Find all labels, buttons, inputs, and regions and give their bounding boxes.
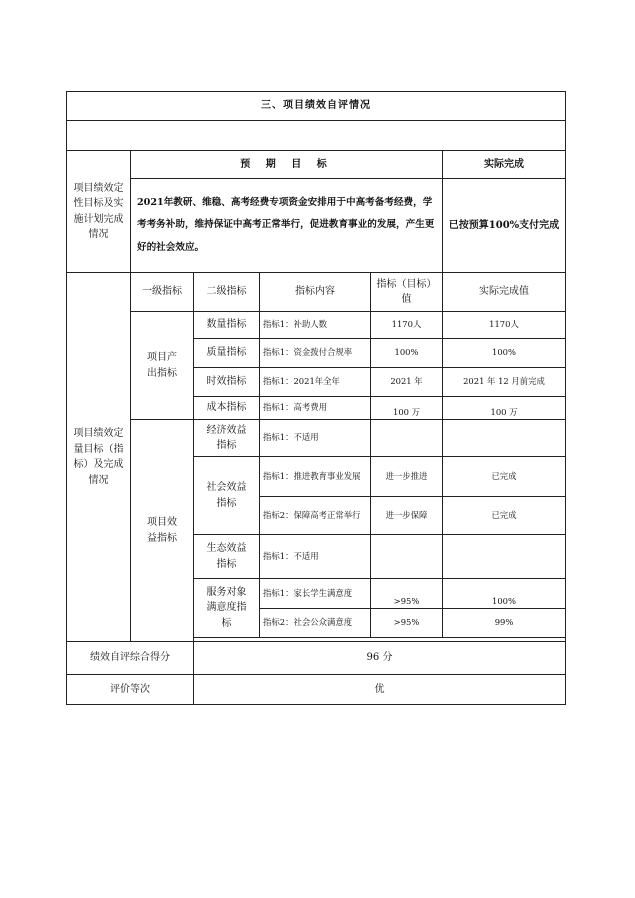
social-item1-content: 指标1：推进教育事业发展: [260, 457, 371, 497]
quality-content: 指标1：资金拨付合规率: [260, 339, 371, 368]
timeliness-target: 2021 年: [371, 368, 443, 397]
score-value: 96 分: [194, 642, 566, 675]
satisfaction-item1-actual: 100%: [443, 579, 566, 609]
actual-header: 实际完成: [443, 151, 566, 179]
ecological-actual: [443, 535, 566, 579]
satisfaction-item1-content: 指标1：家长学生满意度: [260, 579, 371, 609]
quality-target: 100%: [371, 339, 443, 368]
qualitative-row-label: 项目绩效定性目标及实施计划完成情况: [67, 151, 131, 273]
performance-evaluation-table: [66, 91, 566, 705]
header-level1: 一级指标: [131, 273, 194, 312]
cost-actual: 100 万: [443, 397, 566, 420]
satisfaction-item2-target: >95%: [371, 609, 443, 638]
output-level1: 项目产出指标: [131, 312, 194, 420]
blank-row: [67, 121, 566, 151]
quantity-target: 1170人: [371, 312, 443, 339]
benefit-level1: 项目效益指标: [131, 420, 194, 642]
header-level2: 二级指标: [194, 273, 260, 312]
timeliness-level2: 时效指标: [194, 368, 260, 397]
satisfaction-level2: 服务对象满意度指标: [194, 579, 260, 638]
social-item1-target: 进一步推进: [371, 457, 443, 497]
goal-text: 2021年教研、维稳、高考经费专项资金安排用于中高考备考经费，学考考务补助，维持保证中高考正常举行，促进教育事业的发展，产生更好的社会效应。: [131, 179, 443, 273]
goal-header: 预 期 目 标: [131, 151, 443, 179]
header-content: 指标内容: [260, 273, 371, 312]
ecological-content: 指标1：不适用: [260, 535, 371, 579]
grade-label: 评价等次: [67, 675, 194, 705]
cost-target: 100 万: [371, 397, 443, 420]
social-item2-actual: 已完成: [443, 497, 566, 535]
section-title: 三、项目绩效自评情况: [67, 92, 566, 121]
timeliness-content: 指标1：2021年全年: [260, 368, 371, 397]
grade-value: 优: [194, 675, 566, 705]
quality-actual: 100%: [443, 339, 566, 368]
economic-target: [371, 420, 443, 457]
header-actual: 实际完成值: [443, 273, 566, 312]
header-target: 指标（目标）值: [371, 273, 443, 312]
social-item2-content: 指标2：保障高考正常举行: [260, 497, 371, 535]
score-label: 绩效自评综合得分: [67, 642, 194, 675]
ecological-level2: 生态效益指标: [194, 535, 260, 579]
cost-level2: 成本指标: [194, 397, 260, 420]
social-item1-actual: 已完成: [443, 457, 566, 497]
satisfaction-item2-actual: 99%: [443, 609, 566, 638]
social-item2-target: 进一步保障: [371, 497, 443, 535]
quantity-content: 指标1：补助人数: [260, 312, 371, 339]
economic-content: 指标1：不适用: [260, 420, 371, 457]
economic-level2: 经济效益指标: [194, 420, 260, 457]
quantitative-row-label: 项目绩效定量目标（指标）及完成情况: [67, 273, 131, 642]
economic-actual: [443, 420, 566, 457]
ecological-target: [371, 535, 443, 579]
satisfaction-item2-content: 指标2：社会公众满意度: [260, 609, 371, 638]
cost-content: 指标1：高考费用: [260, 397, 371, 420]
quantity-level2: 数量指标: [194, 312, 260, 339]
social-level2: 社会效益指标: [194, 457, 260, 535]
quantity-actual: 1170人: [443, 312, 566, 339]
satisfaction-item1-target: >95%: [371, 579, 443, 609]
quality-level2: 质量指标: [194, 339, 260, 368]
actual-text: 已按预算100%支付完成: [443, 179, 566, 273]
timeliness-actual: 2021 年 12 月前完成: [443, 368, 566, 397]
